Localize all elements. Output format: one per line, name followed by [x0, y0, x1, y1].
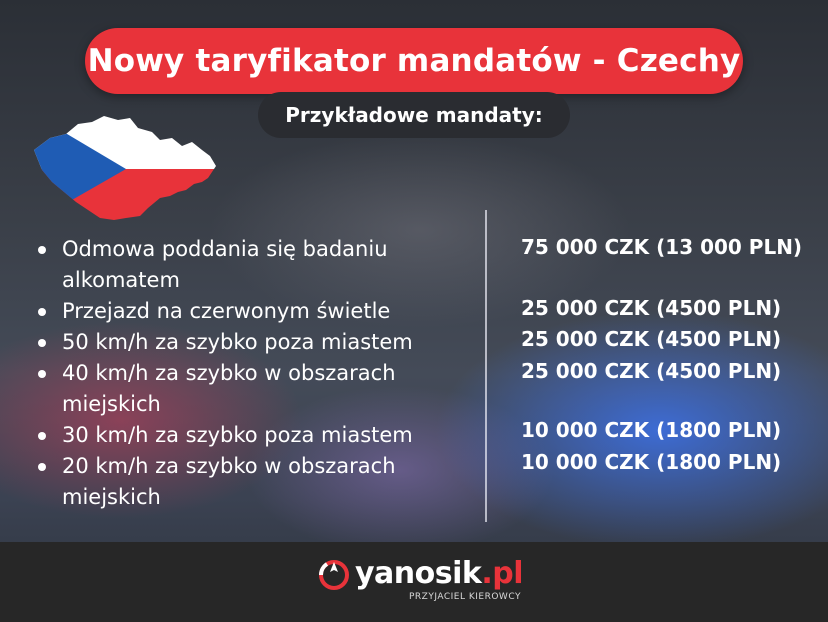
bullet-icon	[38, 246, 46, 254]
page-subtitle: Przykładowe mandaty:	[285, 103, 543, 127]
list-item	[30, 420, 470, 451]
list-item	[30, 451, 470, 513]
yanosik-logo-icon	[317, 558, 351, 592]
fine-amount: 10 000 CZK (1800 PLN)	[521, 450, 782, 474]
subtitle-banner	[258, 92, 570, 138]
offense-text: 20 km/h za szybko w obszarach miejskich	[62, 454, 396, 509]
brand-name-tld: .pl	[481, 556, 524, 591]
fine-amount: 25 000 CZK (4500 PLN)	[521, 327, 782, 351]
offense-text: 40 km/h za szybko w obszarach miejskich	[62, 361, 396, 416]
bullet-icon	[38, 339, 46, 347]
list-item	[30, 296, 470, 327]
bullet-icon	[38, 432, 46, 440]
brand-name-main: yanosik	[355, 556, 482, 591]
list-item	[30, 327, 470, 358]
bullet-icon	[38, 308, 46, 316]
brand-tagline: PRZYJACIEL KIEROWCY	[409, 592, 521, 602]
offense-text: Przejazd na czerwonym świetle	[62, 299, 391, 323]
column-divider	[485, 210, 487, 522]
list-item	[30, 234, 470, 296]
title-banner	[85, 28, 743, 94]
offense-text: Odmowa poddania się badaniu alkomatem	[62, 237, 388, 292]
bullet-icon	[38, 463, 46, 471]
offense-text: 30 km/h za szybko poza miastem	[62, 423, 413, 447]
fine-amount: 10 000 CZK (1800 PLN)	[521, 418, 782, 442]
fine-amount: 75 000 CZK (13 000 PLN)	[521, 235, 803, 259]
list-item	[30, 358, 470, 420]
fine-amount: 25 000 CZK (4500 PLN)	[521, 359, 782, 383]
bullet-icon	[38, 370, 46, 378]
brand-name	[355, 556, 523, 592]
brand-logo	[317, 556, 524, 606]
czech-flag-map-icon	[30, 112, 220, 224]
fine-amount: 25 000 CZK (4500 PLN)	[521, 296, 782, 320]
offense-list	[30, 234, 470, 513]
offense-text: 50 km/h za szybko poza miastem	[62, 330, 413, 354]
page-title: Nowy taryfikator mandatów - Czechy	[87, 43, 741, 79]
